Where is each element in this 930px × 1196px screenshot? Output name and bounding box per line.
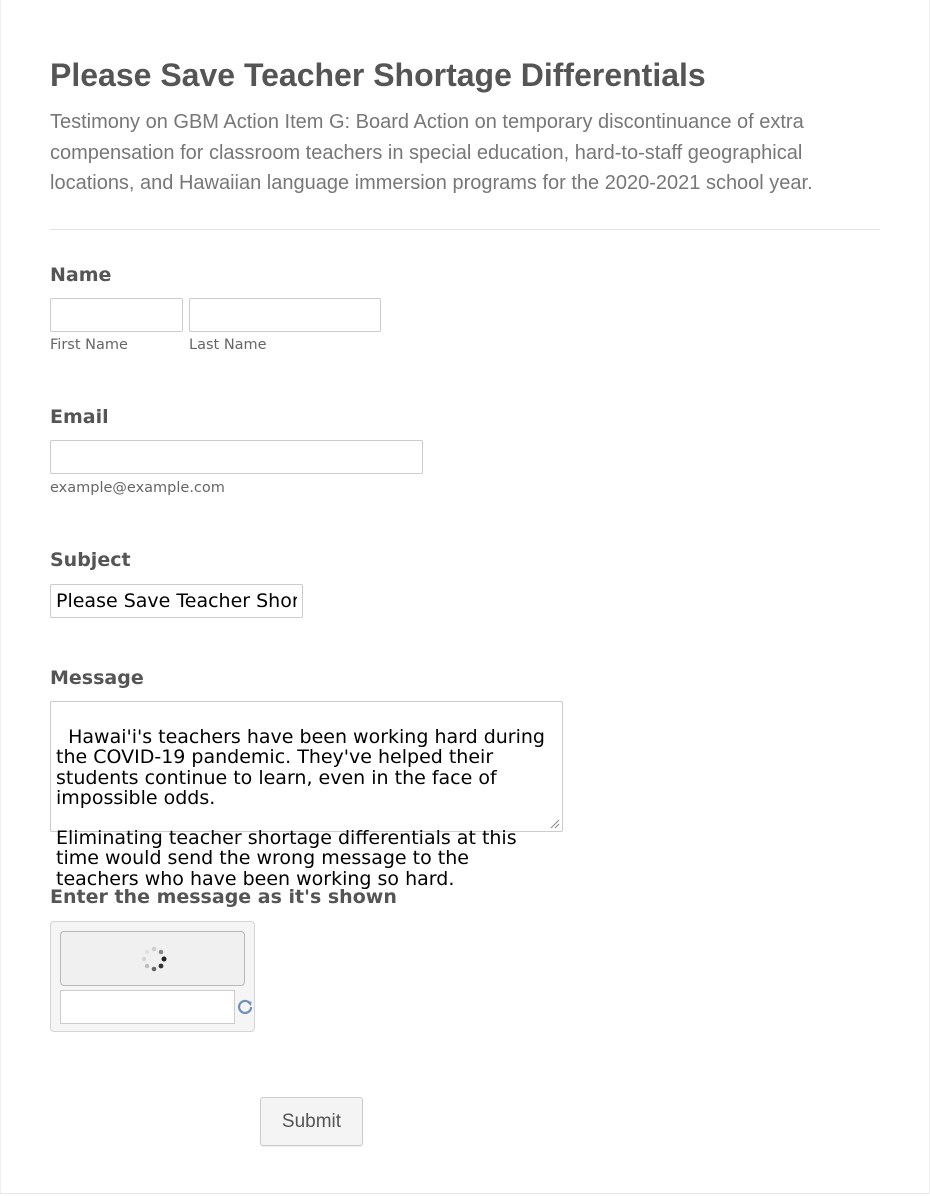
- captcha-widget: [50, 921, 255, 1032]
- email-sublabel: example@example.com: [50, 480, 225, 496]
- name-label: Name: [50, 264, 112, 286]
- form-header: [50, 56, 880, 199]
- resize-grip-icon[interactable]: [550, 819, 560, 829]
- captcha-label: Enter the message as it's shown: [50, 886, 397, 908]
- captcha-input[interactable]: [60, 990, 235, 1024]
- message-text: Hawai'i's teachers have been working hard during the COVID-19 pandemic. They've helped their students continue to learn, even in the face of impossible odds. Eliminating teacher shortage differentials at this time would send the wrong message to the teachers who have been working so hard.: [56, 726, 545, 890]
- email-label: Email: [50, 406, 109, 428]
- submit-button[interactable]: Submit: [260, 1097, 363, 1146]
- message-textarea[interactable]: [50, 701, 563, 890]
- form-title: Please Save Teacher Shortage Differentials: [50, 57, 706, 93]
- form-subtitle: Testimony on GBM Action Item G: Board Action on temporary discontinuance of extra compensation for classroom teachers in special education, hard-to-staff geographical locations, and Hawaiian language immersion programs for the 2020-2021 school year.: [50, 111, 813, 194]
- subject-input[interactable]: [50, 584, 303, 618]
- subject-label: Subject: [50, 549, 131, 571]
- last-name-sublabel: Last Name: [189, 337, 267, 353]
- last-name-input[interactable]: [189, 298, 381, 332]
- first-name-input[interactable]: [50, 298, 183, 332]
- captcha-image: [60, 931, 245, 986]
- first-name-sublabel: First Name: [50, 337, 128, 353]
- reload-icon[interactable]: [236, 998, 254, 1016]
- loading-spinner-icon: [139, 944, 169, 974]
- email-input[interactable]: [50, 440, 423, 474]
- header-divider: [50, 229, 880, 230]
- message-label: Message: [50, 667, 144, 689]
